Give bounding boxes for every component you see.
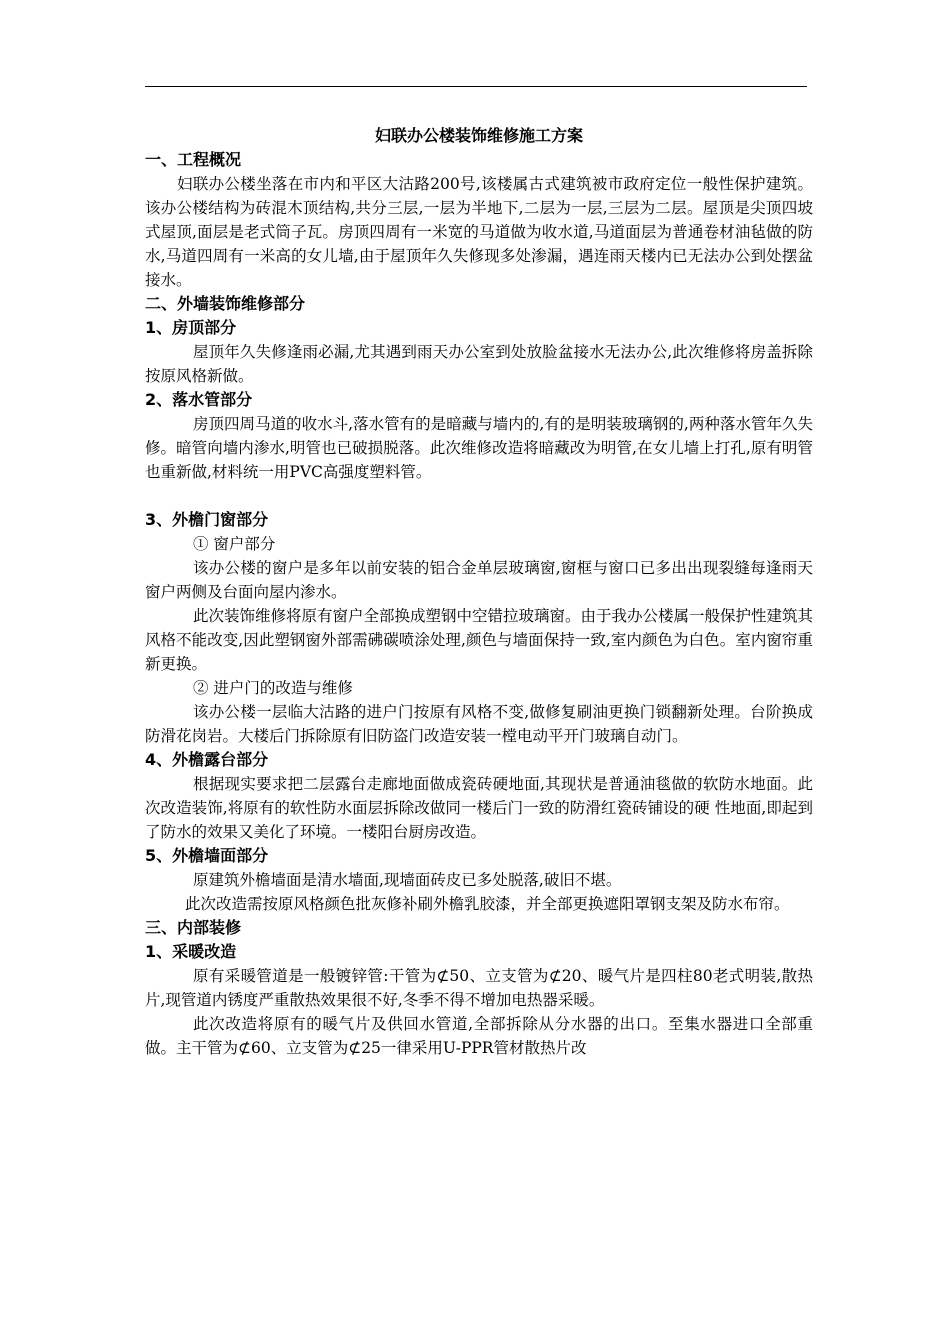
paragraph-wall-1: 原建筑外檐墙面是清水墙面,现墙面砖皮已多处脱落,破旧不堪。 (193, 871, 622, 889)
document-title: 妇联办公楼装饰维修施工方案 (374, 126, 583, 145)
heading-2-5: 5、外檐墙面部分 (145, 846, 269, 865)
heading-2-1: 1、房顶部分 (145, 318, 237, 337)
paragraph-doors: 该办公楼一层临大沽路的进户门按原有风格不变,做修复刷油更换门锁翻新处理。台阶换成防滑花岗岩。大楼后门拆除原有旧防盗门改造安装一樘电动平开门玻璃自动门。 (145, 703, 813, 745)
heading-2-4: 4、外檐露台部分 (145, 750, 269, 769)
paragraph-heating-2: 此次改造将原有的暖气片及供回水管道,全部拆除从分水器的出口。至集水器进口全部重做。主干管为⊄60、立支管为⊄25一律采用U-PPR管材散热片改 (145, 1015, 813, 1057)
paragraph-overview: 妇联办公楼坐落在市内和平区大沽路200号,该楼属古式建筑被市政府定位一般性保护建筑。该办公楼结构为砖混木顶结构,共分三层,一层为半地下,二层为一层,三层为二层。屋顶是尖顶四坡式屋顶,面层是老式筒子瓦。房顶四周有一米宽的马道做为收水道,马道面层为普通卷材油毡做的防水,马道四周有一米高的女儿墙,由于屋顶年久失修现多处渗漏，遇连雨天楼内已无法办公到处摆盆接水。 (145, 175, 813, 289)
paragraph-terrace: 根据现实要求把二层露台走廊地面做成瓷砖硬地面,其现状是普通油毯做的软防水地面。此次改造装饰,将原有的软性防水面层拆除改做同一楼后门一致的防滑红瓷砖铺设的硬 性地面,即起到了防水的效果又美化了环境。一楼阳台厨房改造。 (145, 775, 813, 841)
subheading-windows: ① 窗户部分 (193, 535, 276, 553)
paragraph-roof: 屋顶年久失修逢雨必漏,尤其遇到雨天办公室到处放脸盆接水无法办公,此次维修将房盖拆除按原风格新做。 (145, 343, 813, 385)
heading-2-3: 3、外檐门窗部分 (145, 510, 269, 529)
subheading-doors: ② 进户门的改造与维修 (193, 679, 353, 697)
heading-2: 二、外墙装饰维修部分 (145, 294, 306, 313)
paragraph-windows-1: 该办公楼的窗户是多年以前安装的铝合金单层玻璃窗,窗框与窗口已多出出现裂缝每逢雨天窗户两侧及台面向屋内渗水。 (145, 559, 813, 601)
heading-3: 三、内部装修 (145, 918, 242, 937)
paragraph-windows-2: 此次装饰维修将原有窗户全部换成塑钢中空错拉玻璃窗。由于我办公楼属一般保护性建筑其风格不能改变,因此塑钢窗外部需砩碳喷涂处理,颜色与墙面保持一致,室内颜色为白色。室内窗帘重新更换。 (145, 607, 814, 673)
header-rule (145, 86, 807, 87)
blank-line (145, 484, 813, 508)
heading-1: 一、工程概况 (145, 150, 242, 169)
paragraph-heating-1: 原有采暖管道是一般镀锌管:干管为⊄50、立支管为⊄20、暖气片是四柱80老式明装,散热片,现管道内锈度严重散热效果很不好,冬季不得不增加电热器采暖。 (145, 967, 813, 1009)
paragraph-wall-2: 此次改造需按原风格颜色批灰修补刷外檐乳胶漆，并全部更换遮阳罩钢支架及防水布帘。 (185, 895, 790, 913)
heading-2-2: 2、落水管部分 (145, 390, 253, 409)
document-page (145, 124, 813, 1060)
heading-3-1: 1、采暖改造 (145, 942, 237, 961)
paragraph-downpipe: 房顶四周马道的收水斗,落水管有的是暗藏与墙内的,有的是明装玻璃钢的,两种落水管年久失修。暗管向墙内渗水,明管也已破损脱落。此次维修改造将暗藏改为明管,在女儿墙上打孔,原有明管也重新做,材料统一用PVC高强度塑料管。 (145, 415, 813, 481)
